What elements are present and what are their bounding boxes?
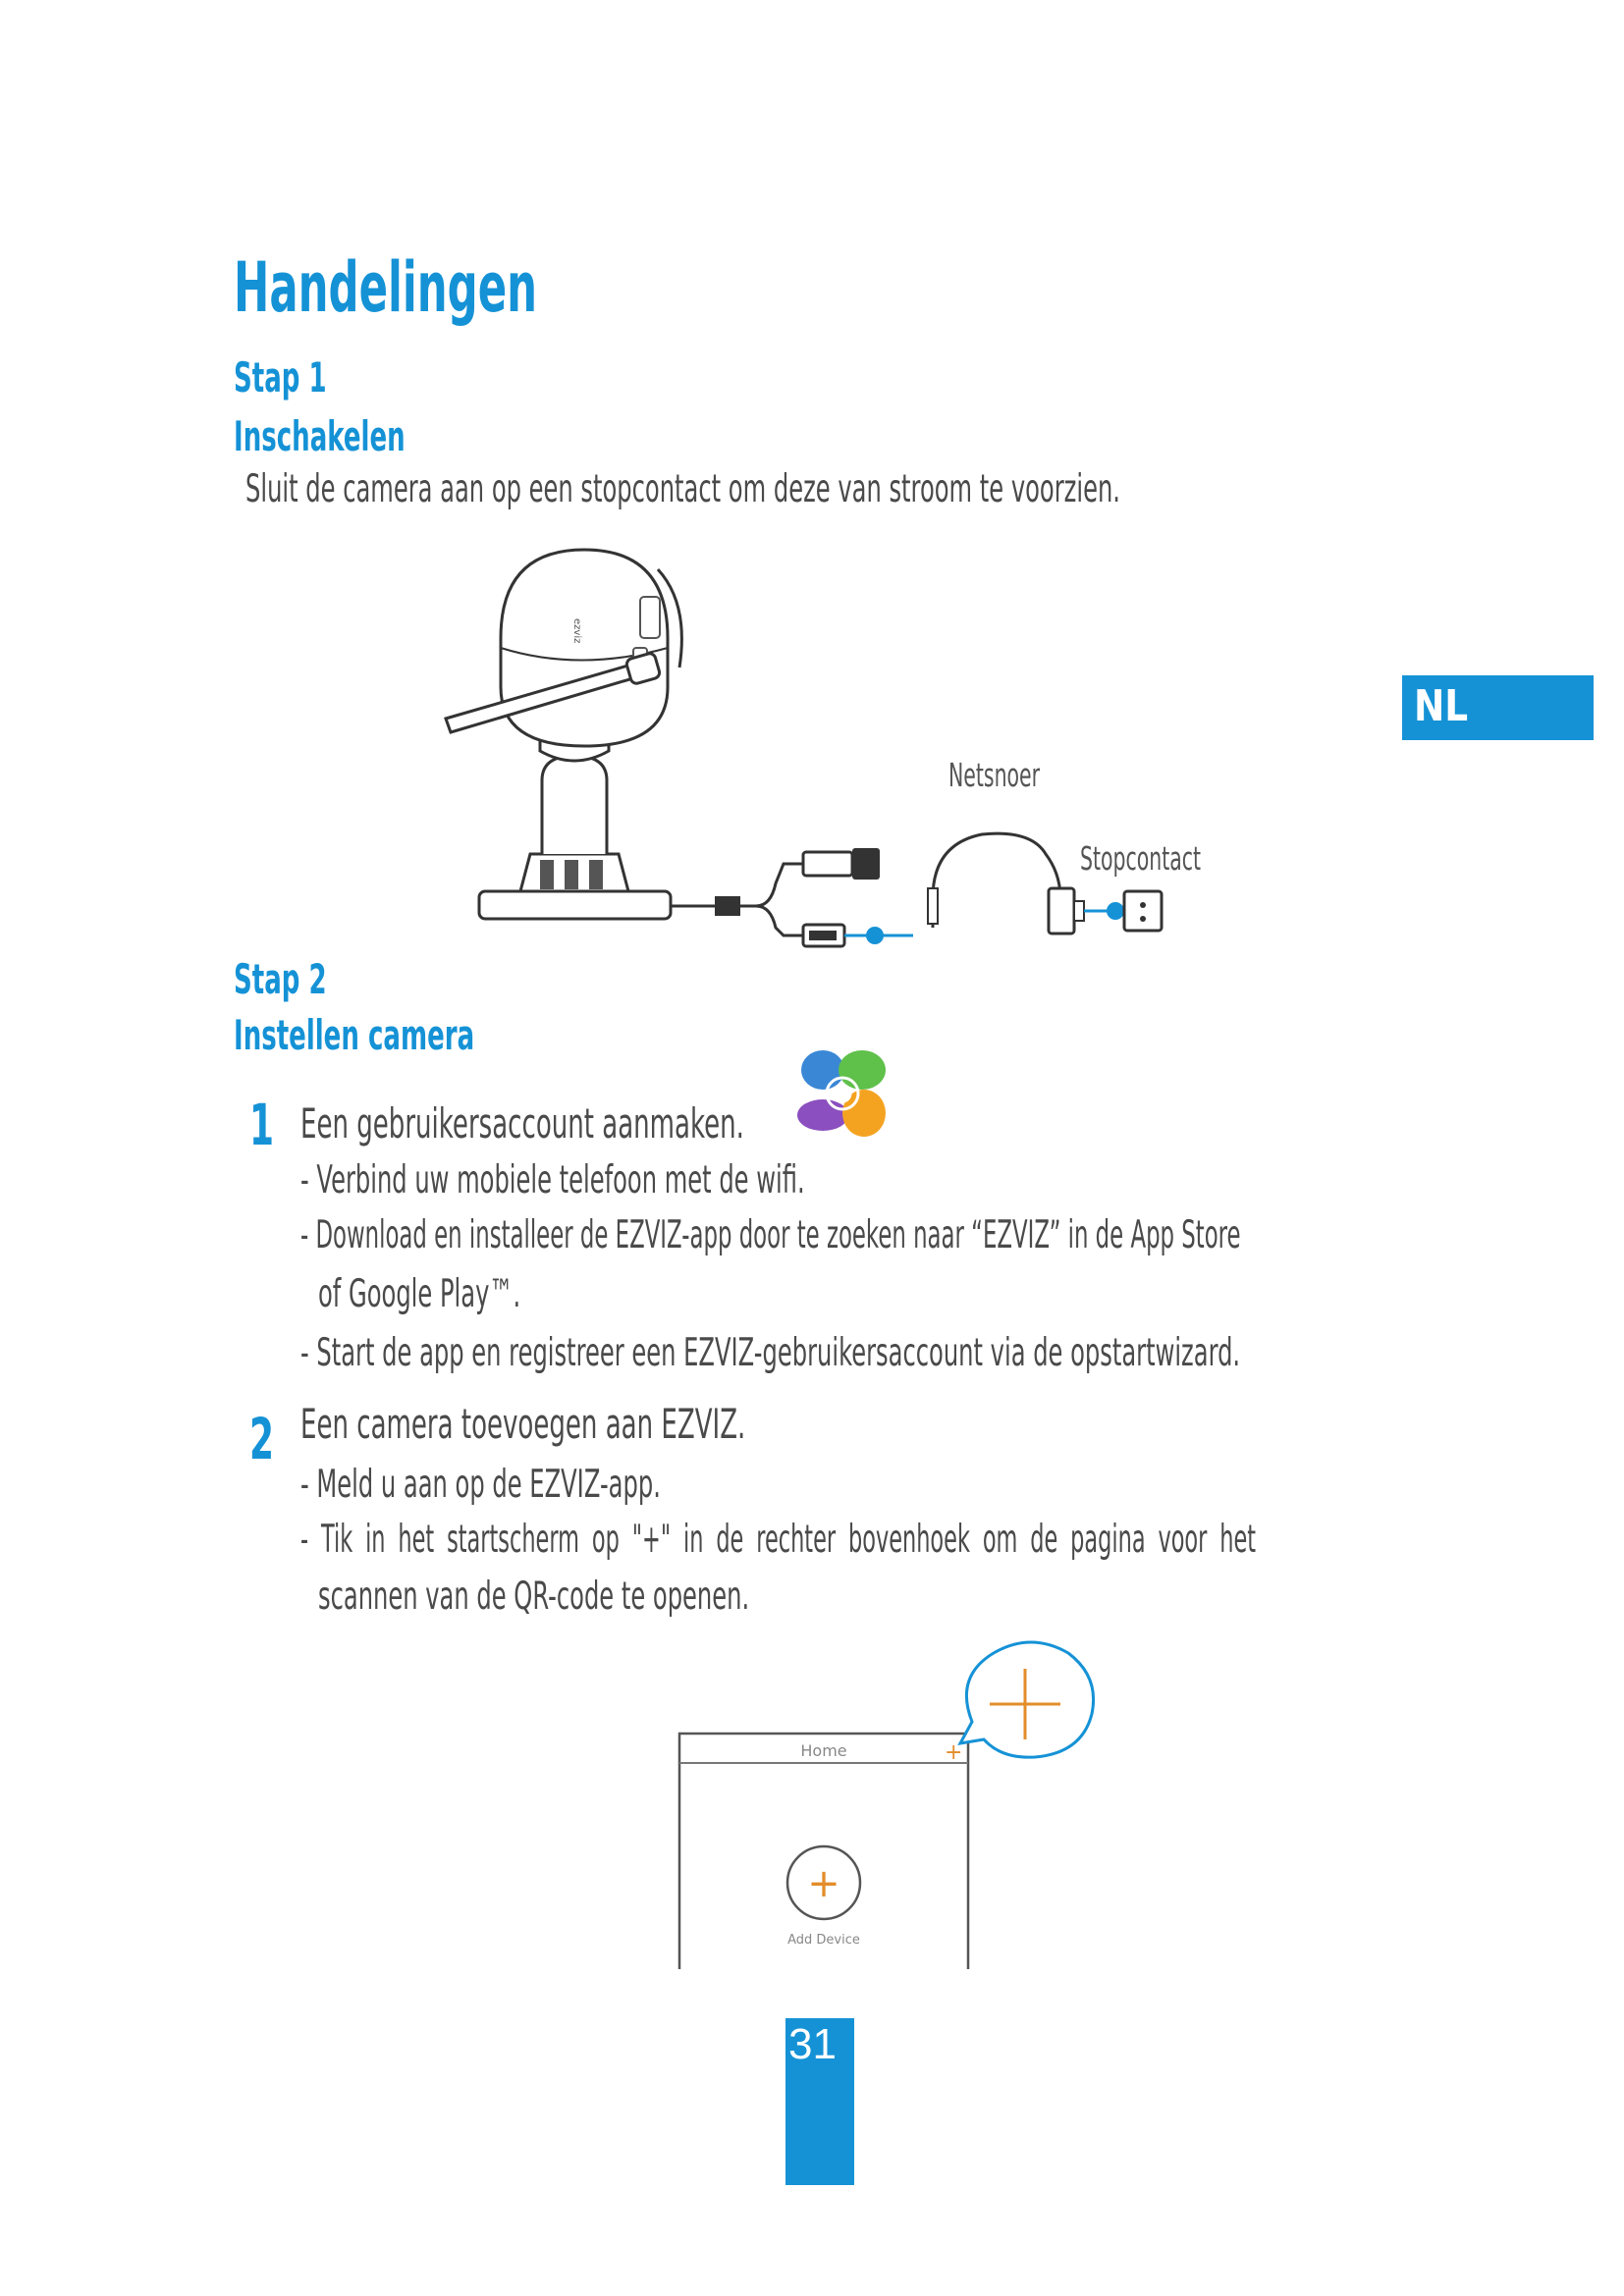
page-number: 31	[788, 2020, 837, 2068]
item1-bullet-3: - Start de app en registreer een EZVIZ-gebruikersaccount via de opstartwizard.	[300, 1331, 1241, 1375]
item2-heading: Een camera toevoegen aan EZVIZ.	[300, 1400, 746, 1448]
add-device-plus: +	[807, 1861, 840, 1906]
add-device-label: Add Device	[787, 1933, 860, 1948]
item1-number: 1	[249, 1092, 275, 1158]
step2-title: Instellen camera	[234, 1011, 475, 1059]
wall-outlet	[1124, 891, 1162, 931]
item2-number: 2	[249, 1406, 275, 1472]
camera-body	[501, 550, 681, 746]
camera-base	[479, 854, 671, 919]
camera-power-illustration	[432, 530, 1198, 962]
step1-label: Stap 1	[234, 353, 327, 401]
item2-bullet-2: - Tik in het startscherm op "+" in de rechter bovenhoek om de pagina voor het	[300, 1518, 1257, 1562]
item1-bullet-2: - Download en installeer de EZVIZ-app door te zoeken naar “EZVIZ” in de App Store	[300, 1213, 1241, 1257]
item1-bullet-2-cont: of Google Play™.	[318, 1272, 521, 1316]
item2-bullet-2-cont: scannen van de QR-code te openen.	[318, 1575, 750, 1619]
step1-title: Inschakelen	[234, 412, 406, 460]
language-tab-label: NL	[1414, 681, 1469, 731]
item2-bullet-1: - Meld u aan op de EZVIZ-app.	[300, 1463, 661, 1507]
outlet-label: Stopcontact	[1080, 839, 1202, 878]
app-home-mockup	[677, 1637, 1102, 1971]
step2-label: Stap 2	[234, 955, 327, 1003]
step1-text: Sluit de camera aan op een stopcontact om deze van stroom te voorzien.	[245, 467, 1120, 511]
ezviz-app-icon	[789, 1042, 893, 1147]
power-cord-label: Netsnoer	[948, 756, 1041, 794]
zoom-bubble	[960, 1642, 1094, 1757]
svg-text:ezviz: ezviz	[571, 618, 582, 644]
item1-heading: Een gebruikersaccount aanmaken.	[300, 1099, 744, 1148]
camera-cable	[671, 848, 913, 946]
phone-header-title: Home	[800, 1741, 847, 1760]
item1-bullet-1: - Verbind uw mobiele telefoon met de wifi.	[300, 1158, 805, 1202]
phone-header-plus-button[interactable]: +	[945, 1740, 963, 1765]
page-title: Handelingen	[234, 247, 538, 328]
